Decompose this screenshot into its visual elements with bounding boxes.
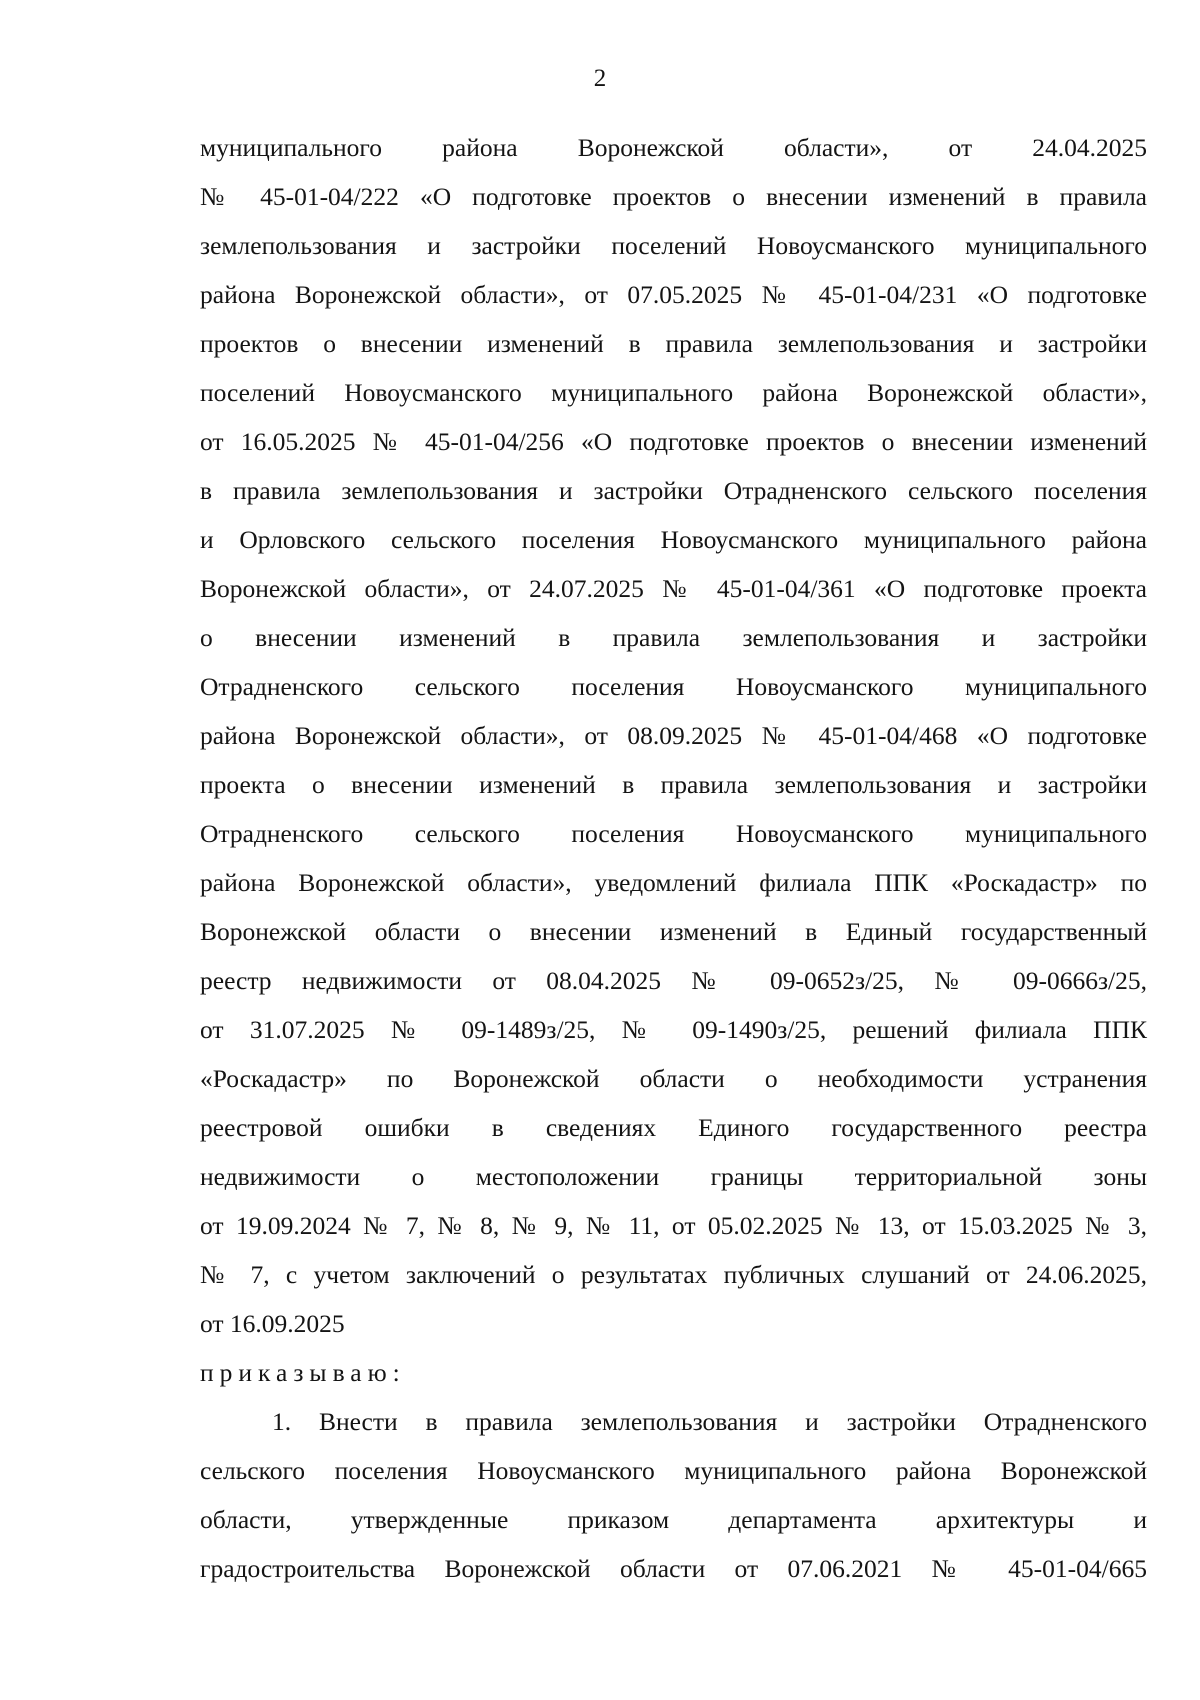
- text-line: землепользования и застройки поселений Новоусманского муниципального: [200, 231, 1147, 260]
- text-line: муниципального района Воронежской области», от 24.04.2025: [200, 133, 1147, 162]
- text-line: недвижимости о местоположении границы территориальной зоны: [200, 1162, 1147, 1191]
- item-1-line: сельского поселения Новоусманского муниципального района Воронежской: [200, 1456, 1147, 1485]
- text-line: и Орловского сельского поселения Новоусманского муниципального района: [200, 525, 1147, 554]
- text-line: № 7, с учетом заключений о результатах публичных слушаний от 24.06.2025,: [200, 1260, 1147, 1289]
- text-line: района Воронежской области», уведомлений филиала ППК «Роскадастр» по: [200, 868, 1147, 897]
- text-line: реестровой ошибки в сведениях Единого государственного реестра: [200, 1113, 1147, 1142]
- text-line: «Роскадастр» по Воронежской области о необходимости устранения: [200, 1064, 1147, 1093]
- text-line: от 16.05.2025 № 45-01-04/256 «О подготовке проектов о внесении изменений: [200, 427, 1147, 456]
- text-line: района Воронежской области», от 08.09.2025 № 45-01-04/468 «О подготовке: [200, 721, 1147, 750]
- text-line: в правила землепользования и застройки Отрадненского сельского поселения: [200, 476, 1147, 505]
- document-body: [200, 123, 1147, 1593]
- text-line: от 16.09.2025: [200, 1309, 345, 1338]
- text-line: поселений Новоусманского муниципального района Воронежской области»,: [200, 378, 1147, 407]
- text-line: от 31.07.2025 № 09-1489з/25, № 09-1490з/25, решений филиала ППК: [200, 1015, 1147, 1044]
- text-line: Воронежской области о внесении изменений в Единый государственный: [200, 917, 1147, 946]
- text-line: от 19.09.2024 № 7, № 8, № 9, № 11, от 05.02.2025 № 13, от 15.03.2025 № 3,: [200, 1211, 1147, 1240]
- item-1-line: области, утвержденные приказом департамента архитектуры и: [200, 1505, 1147, 1534]
- item-1-line: 1. Внести в правила землепользования и застройки Отрадненского: [272, 1407, 1147, 1436]
- text-line: Отрадненского сельского поселения Новоусманского муниципального: [200, 672, 1147, 701]
- order-word: приказываю:: [200, 1358, 406, 1387]
- text-line: проекта о внесении изменений в правила землепользования и застройки: [200, 770, 1147, 799]
- text-line: Отрадненского сельского поселения Новоусманского муниципального: [200, 819, 1147, 848]
- text-line: проектов о внесении изменений в правила землепользования и застройки: [200, 329, 1147, 358]
- item-1-line: градостроительства Воронежской области от 07.06.2021 № 45-01-04/665: [200, 1554, 1147, 1583]
- text-line: о внесении изменений в правила землепользования и застройки: [200, 623, 1147, 652]
- page-number: 2: [593, 65, 607, 92]
- text-line: реестр недвижимости от 08.04.2025 № 09-0652з/25, № 09-0666з/25,: [200, 966, 1147, 995]
- text-line: района Воронежской области», от 07.05.2025 № 45-01-04/231 «О подготовке: [200, 280, 1147, 309]
- text-line: Воронежской области», от 24.07.2025 № 45-01-04/361 «О подготовке проекта: [200, 574, 1147, 603]
- text-line: № 45-01-04/222 «О подготовке проектов о внесении изменений в правила: [200, 182, 1147, 211]
